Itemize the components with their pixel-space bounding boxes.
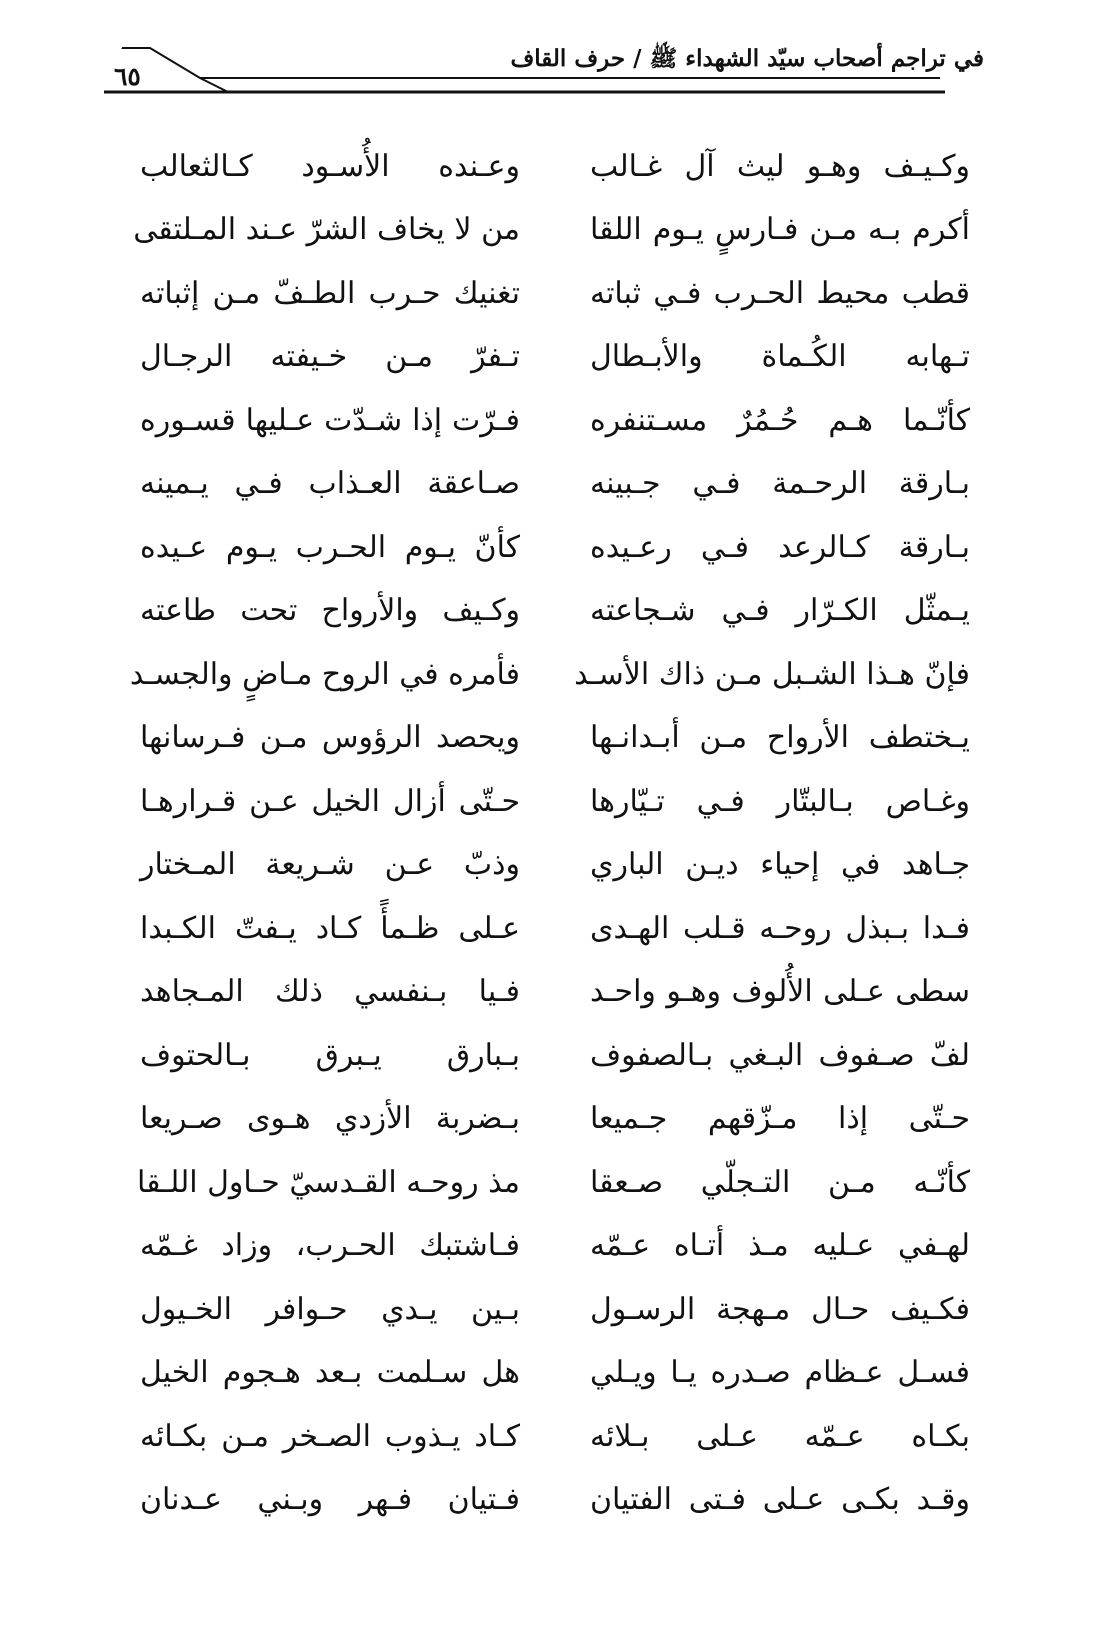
verse-first-hemistich: لهـفي عـليه مـذ أتـاه عـمّه: [590, 1228, 970, 1264]
verse-first-hemistich: حـتّى إذا مـزّقهم جـميعا: [590, 1101, 970, 1137]
verse-row: [140, 580, 970, 644]
verse-first-hemistich: كأنّـه مـن التـجلّي صـعقا: [590, 1164, 970, 1200]
verse-row: [140, 389, 970, 453]
verse-first-hemistich: وغـاص بـالبتّار فـي تـيّارها: [590, 783, 970, 819]
verse-second-hemistich: هل سـلمت بـعد هـجوم الخيل: [140, 1355, 520, 1391]
verse-first-hemistich: بـارقة كـالرعد فـي رعـيده: [590, 529, 970, 565]
verse-second-hemistich: بـضربة الأزدي هـوى صـريعا: [140, 1101, 520, 1137]
page-number: ٦٥: [114, 62, 141, 91]
verse-first-hemistich: فسـل عـظام صـدره يـا ويـلي: [590, 1355, 970, 1391]
verse-row: [140, 1088, 970, 1152]
verse-row: [140, 770, 970, 834]
verse-row: [140, 1215, 970, 1279]
verse-row: [140, 516, 970, 580]
verse-second-hemistich: فأمره في الروح مـاضٍ والجسـد: [129, 656, 520, 692]
verse-row: [133, 199, 970, 263]
verse-row: [140, 707, 970, 771]
verse-second-hemistich: فـتيان فـهر وبـني عـدنان: [140, 1482, 520, 1518]
verse-second-hemistich: مذ روحـه القـدسيّ حـاول اللـقا: [137, 1164, 520, 1200]
verse-second-hemistich: وذبّ عـن شـريعة المـختار: [140, 847, 520, 883]
verse-first-hemistich: وكـيـف وهـو ليث آل غـالب: [590, 148, 970, 184]
verse-second-hemistich: حـتّى أزال الخيل عـن قـرارهـا: [140, 783, 520, 819]
verse-second-hemistich: تغنيك حـرب الطـفّ مـن إثباته: [140, 275, 520, 311]
verse-second-hemistich: عـلى ظـمأً كـاد يـفتّ الكـبدا: [140, 910, 520, 946]
verse-first-hemistich: بـارقة الرحـمة فـي جـبينه: [590, 466, 970, 502]
verse-row: [140, 1342, 970, 1406]
running-head-title: في تراجم أصحاب سيّد الشهداء ﷺ / حرف القاف: [510, 45, 984, 72]
verse-first-hemistich: أكرم بـه مـن فـارسٍ يـوم اللقا: [590, 212, 970, 248]
verse-first-hemistich: بكـاه عـمّه عـلى بـلائه: [590, 1418, 970, 1454]
verse-row: [140, 262, 970, 326]
verse-first-hemistich: يـختطف الأرواح مـن أبـدانـها: [590, 720, 970, 756]
verse-second-hemistich: وعـنده الأُسـود كـالثعالب: [140, 148, 520, 184]
verse-first-hemistich: قطب محيط الحـرب فـي ثباته: [590, 275, 970, 311]
verse-second-hemistich: وكـيف والأرواح تحت طاعته: [140, 593, 520, 629]
verse-first-hemistich: تـهابه الكُـماة والأبـطال: [590, 339, 970, 375]
verse-first-hemistich: كأنّـما هـم حُـمُرٌ مسـتنفره: [590, 402, 970, 438]
verse-second-hemistich: فـاشتبك الحـرب، وزاد غـمّه: [140, 1228, 520, 1264]
verse-row: [140, 1024, 970, 1088]
verse-row: [140, 453, 970, 517]
verse-second-hemistich: فـيا بـنفسي ذلك المـجاهد: [140, 974, 520, 1010]
verse-second-hemistich: تـفرّ مـن خـيفته الرجـال: [140, 339, 520, 375]
verse-second-hemistich: من لا يخاف الشرّ عـند المـلتقى: [133, 212, 520, 248]
verse-first-hemistich: سطى عـلى الأُلوف وهـو واحـد: [590, 974, 970, 1010]
verse-row: [137, 1151, 970, 1215]
verse-first-hemistich: جـاهد في إحياء ديـن الباري: [590, 847, 970, 883]
page-header: [0, 0, 1094, 110]
verse-second-hemistich: بـبارق يـبرق بـالحتوف: [140, 1037, 520, 1073]
verse-row: [140, 897, 970, 961]
verse-row: [140, 326, 970, 390]
verse-second-hemistich: كأنّ يـوم الحـرب يـوم عـيده: [140, 529, 520, 565]
verse-row: [140, 961, 970, 1025]
verse-row: [140, 1405, 970, 1469]
poem-body: [129, 135, 970, 1532]
verse-first-hemistich: وقـد بكـى عـلى فـتى الفتيان: [590, 1482, 970, 1518]
verse-first-hemistich: فكـيف حـال مـهجة الرسـول: [590, 1291, 970, 1327]
verse-first-hemistich: يـمثّل الكـرّار فـي شـجاعته: [590, 593, 970, 629]
verse-second-hemistich: كـاد يـذوب الصـخر مـن بكـائه: [140, 1418, 520, 1454]
verse-second-hemistich: فـرّت إذا شـدّت عـليها قسـوره: [140, 402, 520, 438]
verse-row: [140, 1278, 970, 1342]
verse-first-hemistich: فإنّ هـذا الشـبل مـن ذاك الأسـد: [574, 656, 970, 692]
verse-second-hemistich: ويحصد الرؤوس مـن فـرسانها: [140, 720, 520, 756]
verse-second-hemistich: صـاعقة العـذاب فـي يـمينه: [140, 466, 520, 502]
verse-first-hemistich: لفّ صـفوف البـغي بـالصفوف: [590, 1037, 970, 1073]
verse-row: [140, 834, 970, 898]
verse-row: [129, 643, 970, 707]
verse-row: [140, 135, 970, 199]
verse-row: [140, 1469, 970, 1533]
verse-second-hemistich: بـين يـدي حـوافر الخـيول: [140, 1291, 520, 1327]
verse-first-hemistich: فـدا بـبذل روحـه قـلب الهـدى: [590, 910, 970, 946]
